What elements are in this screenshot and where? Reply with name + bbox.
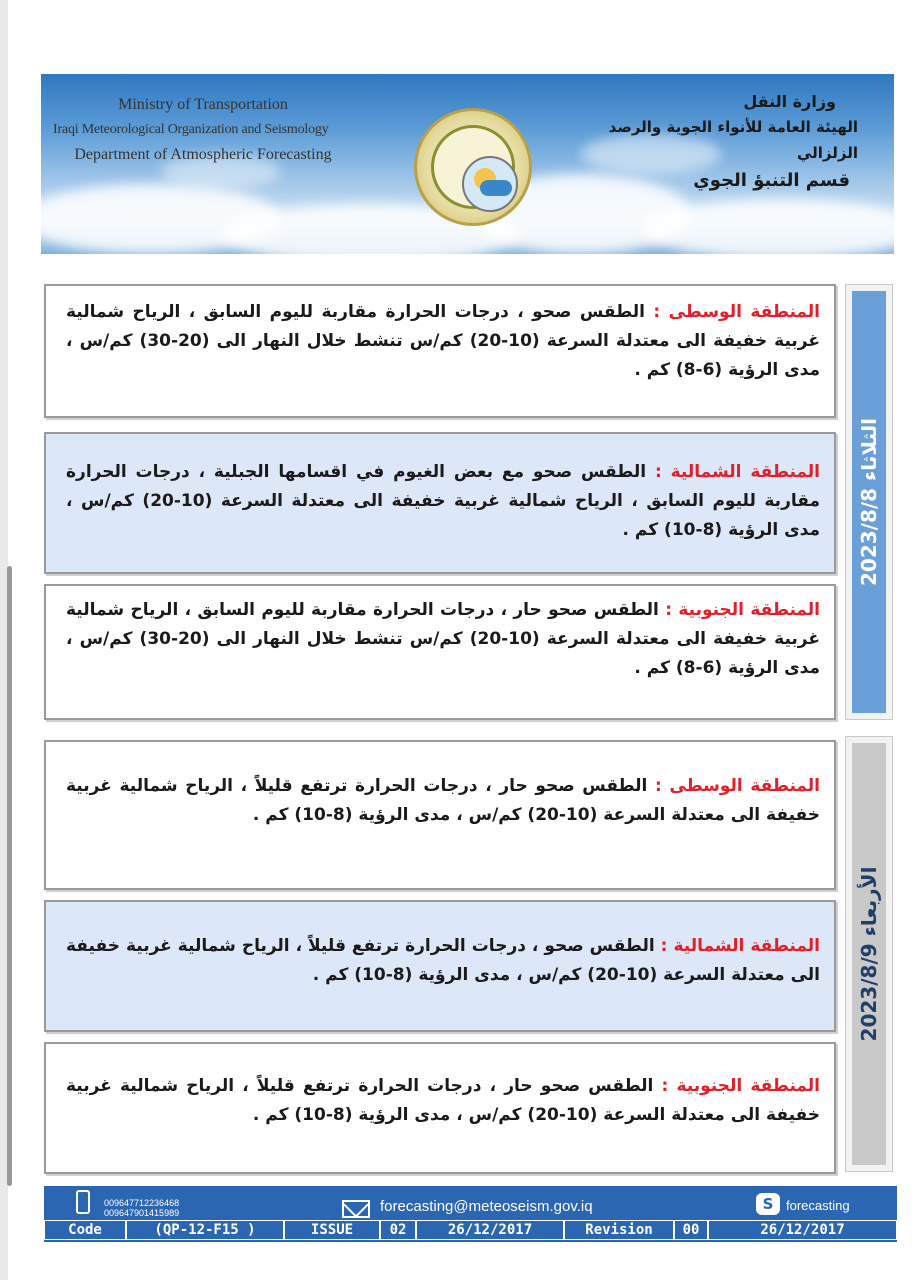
organization-logo xyxy=(414,108,532,226)
region-name: المنطقة الشمالية : xyxy=(654,462,820,482)
forecast-panel-central-day1 xyxy=(44,284,836,418)
forecast-panel-north-day1 xyxy=(44,432,836,574)
forecast-panel-central-day2 xyxy=(44,740,836,890)
region-name: المنطقة الشمالية : xyxy=(660,936,820,956)
region-forecast: الطقس صحو ، درجات الحرارة مقاربة لليوم السابق ، الرياح شمالية غربية خفيفة الى معتدلة السرعة (10-20) كم/س تنشط خلال النهار الى (20-30) كم/س ، مدى الرؤية (6-8) كم . xyxy=(66,302,820,380)
phone-number: 009647712236468 xyxy=(104,1198,180,1208)
forecast-text xyxy=(66,1072,820,1130)
region-name: المنطقة الجنوبية : xyxy=(665,600,820,620)
region-forecast: الطقس صحو حار ، درجات الحرارة ترتفع قليلاً ، الرياح شمالية غربية خفيفة الى معتدلة السرعة (10-20) كم/س ، مدى الرؤية (8-10) كم . xyxy=(66,776,820,825)
region-forecast: الطقس صحو ، درجات الحرارة ترتفع قليلاً ، الرياح شمالية غربية خفيفة الى معتدلة السرعة (10-20) كم/س ، مدى الرؤية (8-10) كم . xyxy=(66,936,820,985)
scrollbar[interactable] xyxy=(7,566,12,1186)
footer xyxy=(44,1186,897,1242)
header-arabic xyxy=(598,90,858,196)
code-cell: 02 xyxy=(380,1220,416,1240)
header-dept-en: Department of Atmospheric Forecasting xyxy=(74,146,332,163)
forecast-panel-south-day2 xyxy=(44,1042,836,1174)
phone-number: 009647901415989 xyxy=(104,1208,180,1218)
day-label: الثلاثاء 2023/8/8 xyxy=(857,417,881,587)
forecast-text xyxy=(66,932,820,990)
forecast-text xyxy=(66,298,820,385)
region-name: المنطقة الوسطى : xyxy=(653,302,820,322)
header-org-ar: الهيئة العامة للأنواء الجوية والرصد الزلزالي xyxy=(608,118,858,162)
header-ministry-ar: وزارة النقل xyxy=(743,92,836,111)
code-cell: Code xyxy=(44,1220,126,1240)
header-org-en: Iraqi Meteorological Organization and Seismology xyxy=(53,122,329,137)
region-name: المنطقة الجنوبية : xyxy=(661,1076,820,1096)
phone-icon xyxy=(76,1190,90,1214)
footer-phones xyxy=(104,1198,179,1218)
forecast-text xyxy=(66,458,820,545)
header-dept-ar: قسم التنبؤ الجوي xyxy=(693,170,850,191)
skype-icon: S xyxy=(756,1193,780,1215)
day-label: الأربعاء 2023/8/9 xyxy=(857,866,881,1042)
code-cell: 26/12/2017 xyxy=(416,1220,564,1240)
day-tab-wednesday xyxy=(845,736,893,1172)
forecast-text xyxy=(66,596,820,683)
document-code-row xyxy=(44,1220,897,1240)
day-tab-tuesday xyxy=(845,284,893,720)
code-cell: 26/12/2017 xyxy=(708,1220,897,1240)
header-banner xyxy=(41,74,894,254)
header-english xyxy=(53,92,353,167)
region-name: المنطقة الوسطى : xyxy=(654,776,820,796)
footer-skype[interactable]: forecasting xyxy=(786,1198,850,1213)
code-cell: ISSUE xyxy=(284,1220,380,1240)
code-cell: Revision xyxy=(564,1220,674,1240)
forecast-panel-south-day1 xyxy=(44,584,836,720)
header-ministry-en: Ministry of Transportation xyxy=(118,96,288,113)
region-forecast: الطقس صحو مع بعض الغيوم في اقسامها الجبلية ، درجات الحرارة مقاربة لليوم السابق ، الرياح شمالية غربية خفيفة الى معتدلة السرعة (10-20) كم/س ، مدى الرؤية (8-10) كم . xyxy=(66,462,820,540)
mail-icon xyxy=(342,1200,370,1218)
region-forecast: الطقس صحو حار ، درجات الحرارة مقاربة لليوم السابق ، الرياح شمالية غربية خفيفة الى معتدلة السرعة (10-20) كم/س تنشط خلال النهار الى (20-30) كم/س ، مدى الرؤية (6-8) كم . xyxy=(66,600,820,678)
forecast-panel-north-day2 xyxy=(44,900,836,1032)
code-cell: (QP-12-F15 ) xyxy=(126,1220,284,1240)
footer-email[interactable]: forecasting@meteoseism.gov.iq xyxy=(380,1198,593,1215)
region-forecast: الطقس صحو حار ، درجات الحرارة ترتفع قليلاً ، الرياح شمالية غربية خفيفة الى معتدلة السرعة (10-20) كم/س ، مدى الرؤية (8-10) كم . xyxy=(66,1076,820,1125)
forecast-text xyxy=(66,772,820,830)
code-cell: 00 xyxy=(674,1220,708,1240)
